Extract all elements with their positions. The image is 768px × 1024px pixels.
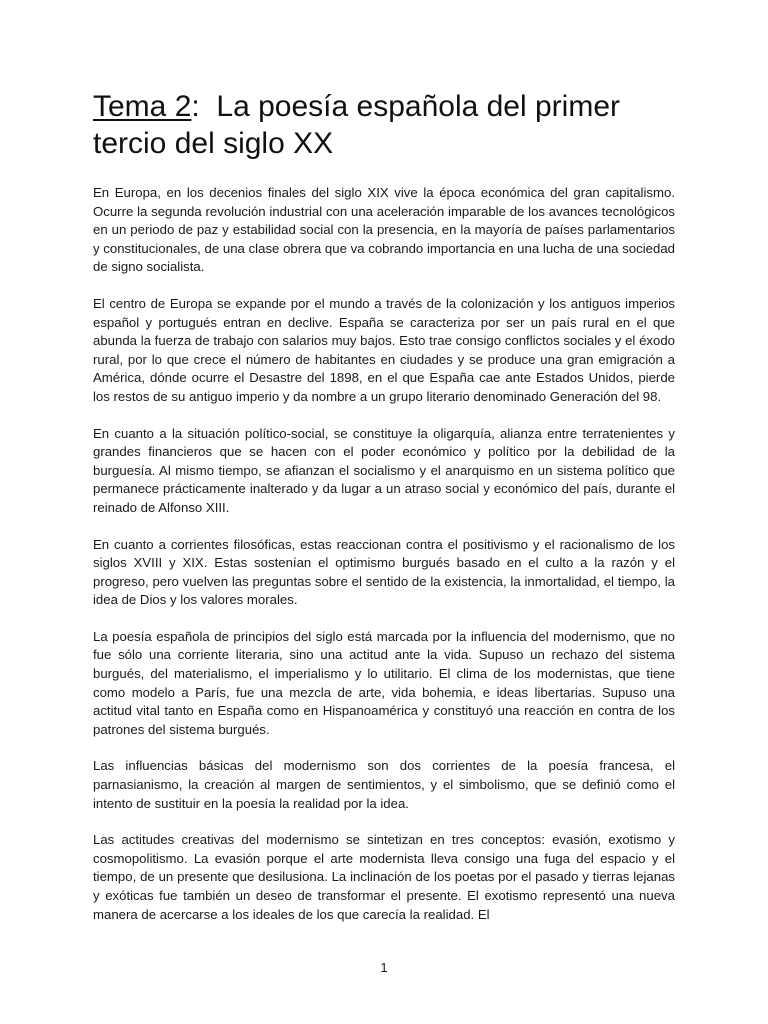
paragraph-3: En cuanto a la situación político-social, se constituye la oligarquía, alianza entre terratenientes y grandes financieros que se hacen con el poder económico y político por la debilidad de la burguesía. Al mismo tiempo, se afianzan el socialismo y el anarquismo en un sistema político que permanece prácticamente inalterado y da lugar a un atraso social y económico del país, durante el reinado de Alfonso XIII. (93, 425, 675, 515)
paragraph-7: Las actitudes creativas del modernismo se sintetizan en tres conceptos: evasión, exotismo y cosmopolitismo. La evasión porque el arte modernista lleva consigo una fuga del espacio y el tiempo, de un presente que desilusiona. La inclinación de los poetas por el pasado y tierras lejanas y exóticas fue también un deseo de transformar el presente. El exotismo representó una nueva manera de acercarse a los ideales de los que carecía la realidad. El (93, 832, 675, 922)
paragraph-2: El centro de Europa se expande por el mundo a través de la colonización y los antiguos imperios español y portugués entran en declive. España se caracteriza por ser un país rural en el que abunda la fuerza de trabajo con salarios muy bajos. Esto trae consigo conflictos sociales y el éxodo rural, por lo que crece el número de habitantes en ciudades y se produce una gran emigración a América, dónde ocurre el Desastre del 1898, en el que España cae ante Estados Unidos, pierde los restos de su antiguo imperio y da nombre a un grupo literario denominado Generación del 98. (93, 295, 675, 404)
title-separator: : (191, 90, 200, 123)
document-page (93, 88, 675, 942)
title-text: La poesía española del primer tercio del siglo XX (93, 90, 620, 160)
paragraph-6: Las influencias básicas del modernismo son dos corrientes de la poesía francesa, el parnasianismo, la creación al margen de sentimientos, y el simbolismo, que se definió como el intento de sustituir en la poesía la realidad por la idea. (93, 758, 675, 811)
document-title (93, 88, 675, 162)
paragraph-5: La poesía española de principios del siglo está marcada por la influencia del modernismo, que no fue sólo una corriente literaria, sino una actitud ante la vida. Supuso un rechazo del sistema burgués, del materialismo, el imperialismo y lo utilitario. El clima de los modernistas, que tiene como modelo a París, fue una mezcla de arte, vida bohemia, e ideas libertarias. Supuso una actitud vital tanto en España como en Hispanoamérica y constituyó una reacción en contra de los patrones del sistema burgués. (93, 628, 675, 737)
paragraph-4: En cuanto a corrientes filosóficas, estas reaccionan contra el positivismo y el racionalismo de los siglos XVIII y XIX. Estas sostenían el optimismo burgués basado en el culto a la razón y el progreso, pero vuelven las preguntas sobre el sentido de la existencia, la inmortalidad, el tiempo, la idea de Dios y los valores morales. (93, 536, 675, 608)
paragraph-1: En Europa, en los decenios finales del siglo XIX vive la época económica del gran capitalismo. Ocurre la segunda revolución industrial con una aceleración imparable de los avances tecnológicos en un periodo de paz y estabilidad social con la presencia, en la mayoría de países parlamentarios y constitucionales, de una clase obrera que va cobrando importancia en una lucha de una sociedad de signo socialista. (93, 185, 675, 275)
page-number: 1 (380, 960, 388, 975)
title-tema-label: Tema 2 (93, 90, 192, 123)
